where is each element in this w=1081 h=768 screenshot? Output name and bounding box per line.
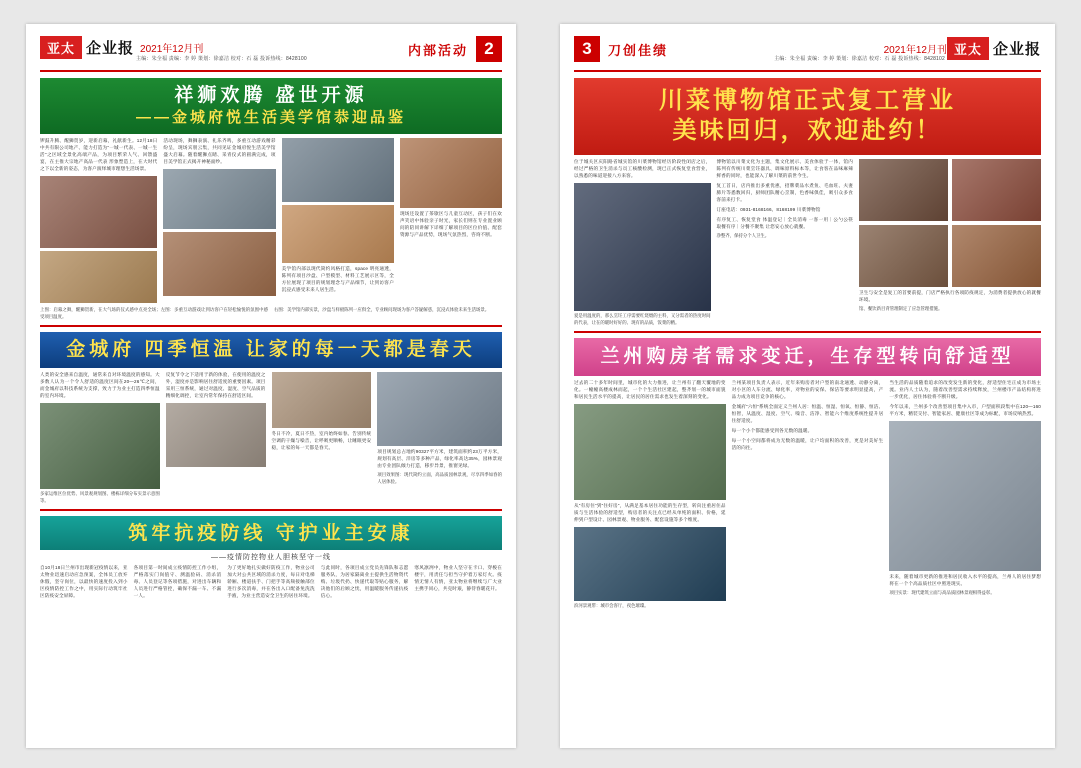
r-article1-para-2: 博物馆以川菜文化为主题，集文化展示、美食体验于一体，馆内陈列有传统川菜烹饪器具、调味原料标本等，让食客在品味麻辣鲜香的同时，也能深入了解川菜的前世今生。: [716, 159, 853, 178]
brand-name-right: 企业报: [992, 41, 1041, 58]
article2-para-1: 人类的安全感来自温度，通常来自对环境温度的感知。大多数人认为一个令人舒适的温度区间在20—26℃之间，而金城府以科技系统为支撑，致力于为业主打造四季恒温的室内环境。: [40, 372, 160, 398]
article1-banner-right: [574, 78, 1041, 155]
r-article2-para-8: 未来，随着城市更新的推进和居民收入水平的提高，兰州人的居住梦想将在一个个高品质社区中照进现实。: [889, 573, 1042, 586]
r-article1-title-line2: 美味回归，欢迎赴约！: [672, 117, 943, 144]
article3-subtitle: ——疫情防控物业人胆核坚守一线: [211, 553, 331, 561]
r-article2-caption-1: 每一个小个都能感受到各无数的温暖。: [731, 427, 813, 433]
article1-title-line1: 祥狮欢腾 盛世开源: [174, 85, 368, 106]
article3-para-4: 与此同时，各项目成立党员先锋队和志愿服务队，为居家隔离业主提供生活物资代购、垃圾代扔、快递代取等贴心服务，解决他们的后顾之忧，用温暖服务传递抗疫信心。: [320, 564, 409, 598]
article2-caption-1: 多家运维区位优势、风景观规划图、楼栋详细分布实景示意图等。: [40, 490, 160, 503]
article2-title: 金城府 四季恒温 让家的每一天都是春天: [66, 339, 476, 361]
article1-caption-2: 右图：美学馆内部实景，沙盘与样板陈列一应俱全，专业顾问现场为客户答疑解惑，沉浸式体验未来生活场景。: [274, 307, 490, 313]
article1-caption-1: 上图：启幕之舞，醒狮贺新，在大气场的仪式感中点亮全场；左图：多重互动游戏让到访客户在轻松愉悦的氛围中感受项目温度。: [40, 307, 268, 319]
section-title-left: 内部活动: [407, 43, 468, 58]
r-article2-para-2: 从“有房住”到“住好房”，从满足基本居住功能的生存型，转向注重居住品质与生活体验的舒适型，购房者的关注点已经从单纯的面积、价格，延伸到户型设计、园林景观、物业服务、配套设施等多个维度。: [574, 502, 726, 522]
masthead-left: [40, 36, 502, 72]
article3-para-2: 各项目第一时间成立疫情防控工作小组，严格落实门岗值守、测温验码、消杀消毒、人员登记等各项措施，对进出车辆和人员进行严格管控，确保不漏一车、不漏一人。: [133, 564, 222, 598]
r-article2-para-4: 金城府“六恒”系统全面定义兰州人居：恒温、恒湿、恒氧、恒静、恒洁、恒智，从温度、湿度、空气、噪音、洁净、智能六个维度系统性提升居住舒适度。: [731, 403, 884, 423]
article2-banner-right: [574, 338, 1041, 376]
page-left: [26, 24, 516, 748]
issue-date: 2021年12月刊: [140, 44, 204, 55]
r-article1-caption-1: 爱是用温度的，那么烹饪工序需要红烧煨的主料，又分需者的热度时间的代表，让在的暖时好好的、现有的品质，饭菜的精。: [574, 312, 711, 325]
article2-para-3: 冬日不冷，夏日不热，室内始终如春。告别传统空调的干燥与噪音，让呼吸更顺畅，让睡眠更安稳，让家的每一天都是春天。: [271, 431, 372, 450]
credits-right: 主编：朱全福 责编：李 婷 策划：徐嘉洁 校对：石 磊 投诉热线：8428102: [774, 56, 945, 62]
masthead-right: [574, 36, 1041, 72]
article3-para-1: 自10月18日兰州市出现新冠疫情以来，亚太物业迅速启动应急预案，全体员工放弃休假，坚守岗位，以最快的速度投入到小区疫情防控工作之中，用实际行动筑牢社区防疫安全屏障。: [40, 564, 128, 598]
article1-para-1: 锣鼓升腾、醒狮贺岁，迎新启幕，礼献新生。12月18日中共有限公司地产、能力打造为“一城一代表、一城一生活”之区域全景化高端产品，为项目繁荣人气、回馈盛宴，在主推大宗地产高品一代表 形象塑造上，在大时代之下以全新的姿态，为客户演绎城市理想生活场景。: [40, 138, 158, 172]
article3-title: 筑牢抗疫防线 守护业主安康: [128, 523, 414, 545]
article1-para-4: 现场还设置了茶歇区与儿童互动区，孩子们在欢声笑语中体验亲子时光，家长们则在专业置业顾问的陪同讲解下详细了解项目的区位价值、配套资源与产品优势，现场气氛热烈，咨询不断。: [399, 211, 502, 238]
page-right: [560, 24, 1055, 748]
brand-logo: 亚太: [40, 36, 82, 59]
r-article2-caption-3: 滨河景观带：城市会客厅，夜色璀璨。: [574, 602, 649, 608]
article2-banner-left: [40, 332, 502, 368]
page-number-right: 3: [574, 36, 600, 62]
r-article1-phone: 订座电话：0931-8168166、8168199 川菜博物馆: [716, 206, 821, 212]
article3-banner-left: [40, 516, 502, 550]
article2-para-2: 反复节令之下适用于新的体验，在使用的温度之外，湿度亦是影响居住舒适度的重要因素。项目采用三恒系统，通过对温度、湿度、空气品质的精细化调控，让室内常年保持在舒适区间。: [165, 372, 266, 398]
article2-para-4: 项目规划总占地约90327平方米，建筑面积约23万平方米，规划有高层、洋房等多种产品，绿化率高达35%，园林景观由专业团队倾力打造，移步异景，推窗见绿。: [377, 449, 503, 468]
r-article1-caption-2: 净整齐，保持分个人卫生。: [716, 232, 770, 238]
r-article1-title-line1: 川菜博物馆正式复工营业: [659, 87, 956, 114]
article1-banner-left: [40, 78, 502, 134]
r-article2-para-3: 兰州某项目负责人表示，近年来购房者对户型的南北通透、动静分离，对小区的人车分流、绿化率，对物业的安保、保洁等要求明显提高，产品力成为项目竞争的核心。: [731, 379, 884, 399]
r-article1-para-3: 复工首日，店内推出多重优惠，招牌菜品水煮鱼、毛血旺、夫妻肺片等悉数回归，厨师团队精心烹制，色香味俱佳，吸引众多食客前来打卡。: [716, 182, 853, 202]
r-article1-caption-4: 馆、餐饮新目背管理制定了应急管理措施。: [859, 305, 943, 311]
r-article2-caption-2: 项目实景：现代建筑立面与高品质园林景观相得益彰。: [889, 589, 995, 595]
article2-caption-2: 项目效果图：现代简约立面，高品质园林景观，尽享四季如春的人居体验。: [377, 471, 503, 484]
brand-logo-right: 亚太: [947, 37, 989, 60]
article1-para-3: 美学馆内部以现代简约风格打造，space 明亮通透，陈列有项目沙盘、户型模型、材料工艺展示区等，全方位展现了项目的规划理念与产品细节，让到访客户沉浸式感受未来人居生活。: [281, 266, 394, 293]
credits-left: 主编：朱全福 责编：李 婷 策划：徐嘉洁 校对：石 磊 投诉热线：8428100: [136, 56, 307, 62]
article3-para-5: 寒风凛冽中，物业人坚守在卡口、穿梭在楼宇，用责任与担当守护着万家灯火。疫情无情人有情，亚太物业将继续与广大业主携手同心，共克时艰，静待春暖花开。: [414, 564, 502, 591]
r-article2-title: 兰州购房者需求变迁，生存型转向舒适型: [600, 346, 1015, 368]
article1-para-2: 活动现场，舞狮表演、礼乐齐鸣，多重互动游戏精彩纷呈，现场宾朋云集，共同见证金城府悦生活美学馆盛大启幕。随着醒狮点睛、采青仪式的圆满完成，项目美学馆正式揭开神秘面纱。: [163, 138, 276, 165]
r-article2-para-1: 过去的二十多年时间里，城市化的大力推进，让兰州有了翻天覆地的变化。一幢幢高楼成林而起，一个个生活社区建起，整齐划一的城市面貌和居民生活水平的提高，让居民的居住需求也发生着深刻的变化。: [574, 379, 726, 399]
r-article2-para-5: 每一个小空间都将成为无数的温暖，让户均面积的改善，更是对美好生活的向往。: [731, 437, 884, 450]
r-article1-para-1: 位于城关区庆阳路省城实馆的川菜博物馆经历阶段性闭店之后，经过严格的卫生消杀与员工核酸检测，现已正式恢复堂食营业，以熟悉的味道迎接八方来客。: [574, 159, 711, 178]
brand-name: 企业报: [86, 40, 135, 57]
issue-date-right: 2021年12月刊: [883, 45, 947, 56]
r-article2-para-6: 当生活的品质随着追求的改变发生新的变化，舒适型住宅正成为市场主流。业内人士认为，随着改善型需求持续释放，兰州楼市产品结构将进一步优化，居住体验将不断升级。: [889, 379, 1042, 399]
page-number-left: 2: [476, 36, 502, 62]
r-article2-para-7: 今年以来，兰州多个改善型项目集中入市，户型面积段集中在120—160平方米，精装交付、智能家居、健康社区等成为标配，市场反响热烈。: [889, 403, 1042, 416]
section-title-right: 刀创佳绩: [608, 43, 669, 58]
article3-para-3: 为了更好地扎实做好防疫工作，物业公司加大对公共区域的消杀力度，每日对电梯轿厢、楼道扶手、门把手等高频接触部位进行多次消毒，并在各出入口配备免洗洗手液，为业主营造安全卫生的居住环境。: [227, 564, 315, 598]
r-article1-notice: 有序复工、恢复堂食 体温登记｜全员消毒 一客一用｜公勺公筷 取餐有序｜分餐不聚集 让您安心放心就餐。: [716, 216, 853, 229]
article1-title-line2: ——金城府悦生活美学馆恭迎品鉴: [135, 108, 406, 126]
r-article1-para-6: 卫生与安全是复工的首要前提，门店严格执行各项防疫规定，为消费者提供放心的就餐环境。: [859, 290, 1041, 302]
